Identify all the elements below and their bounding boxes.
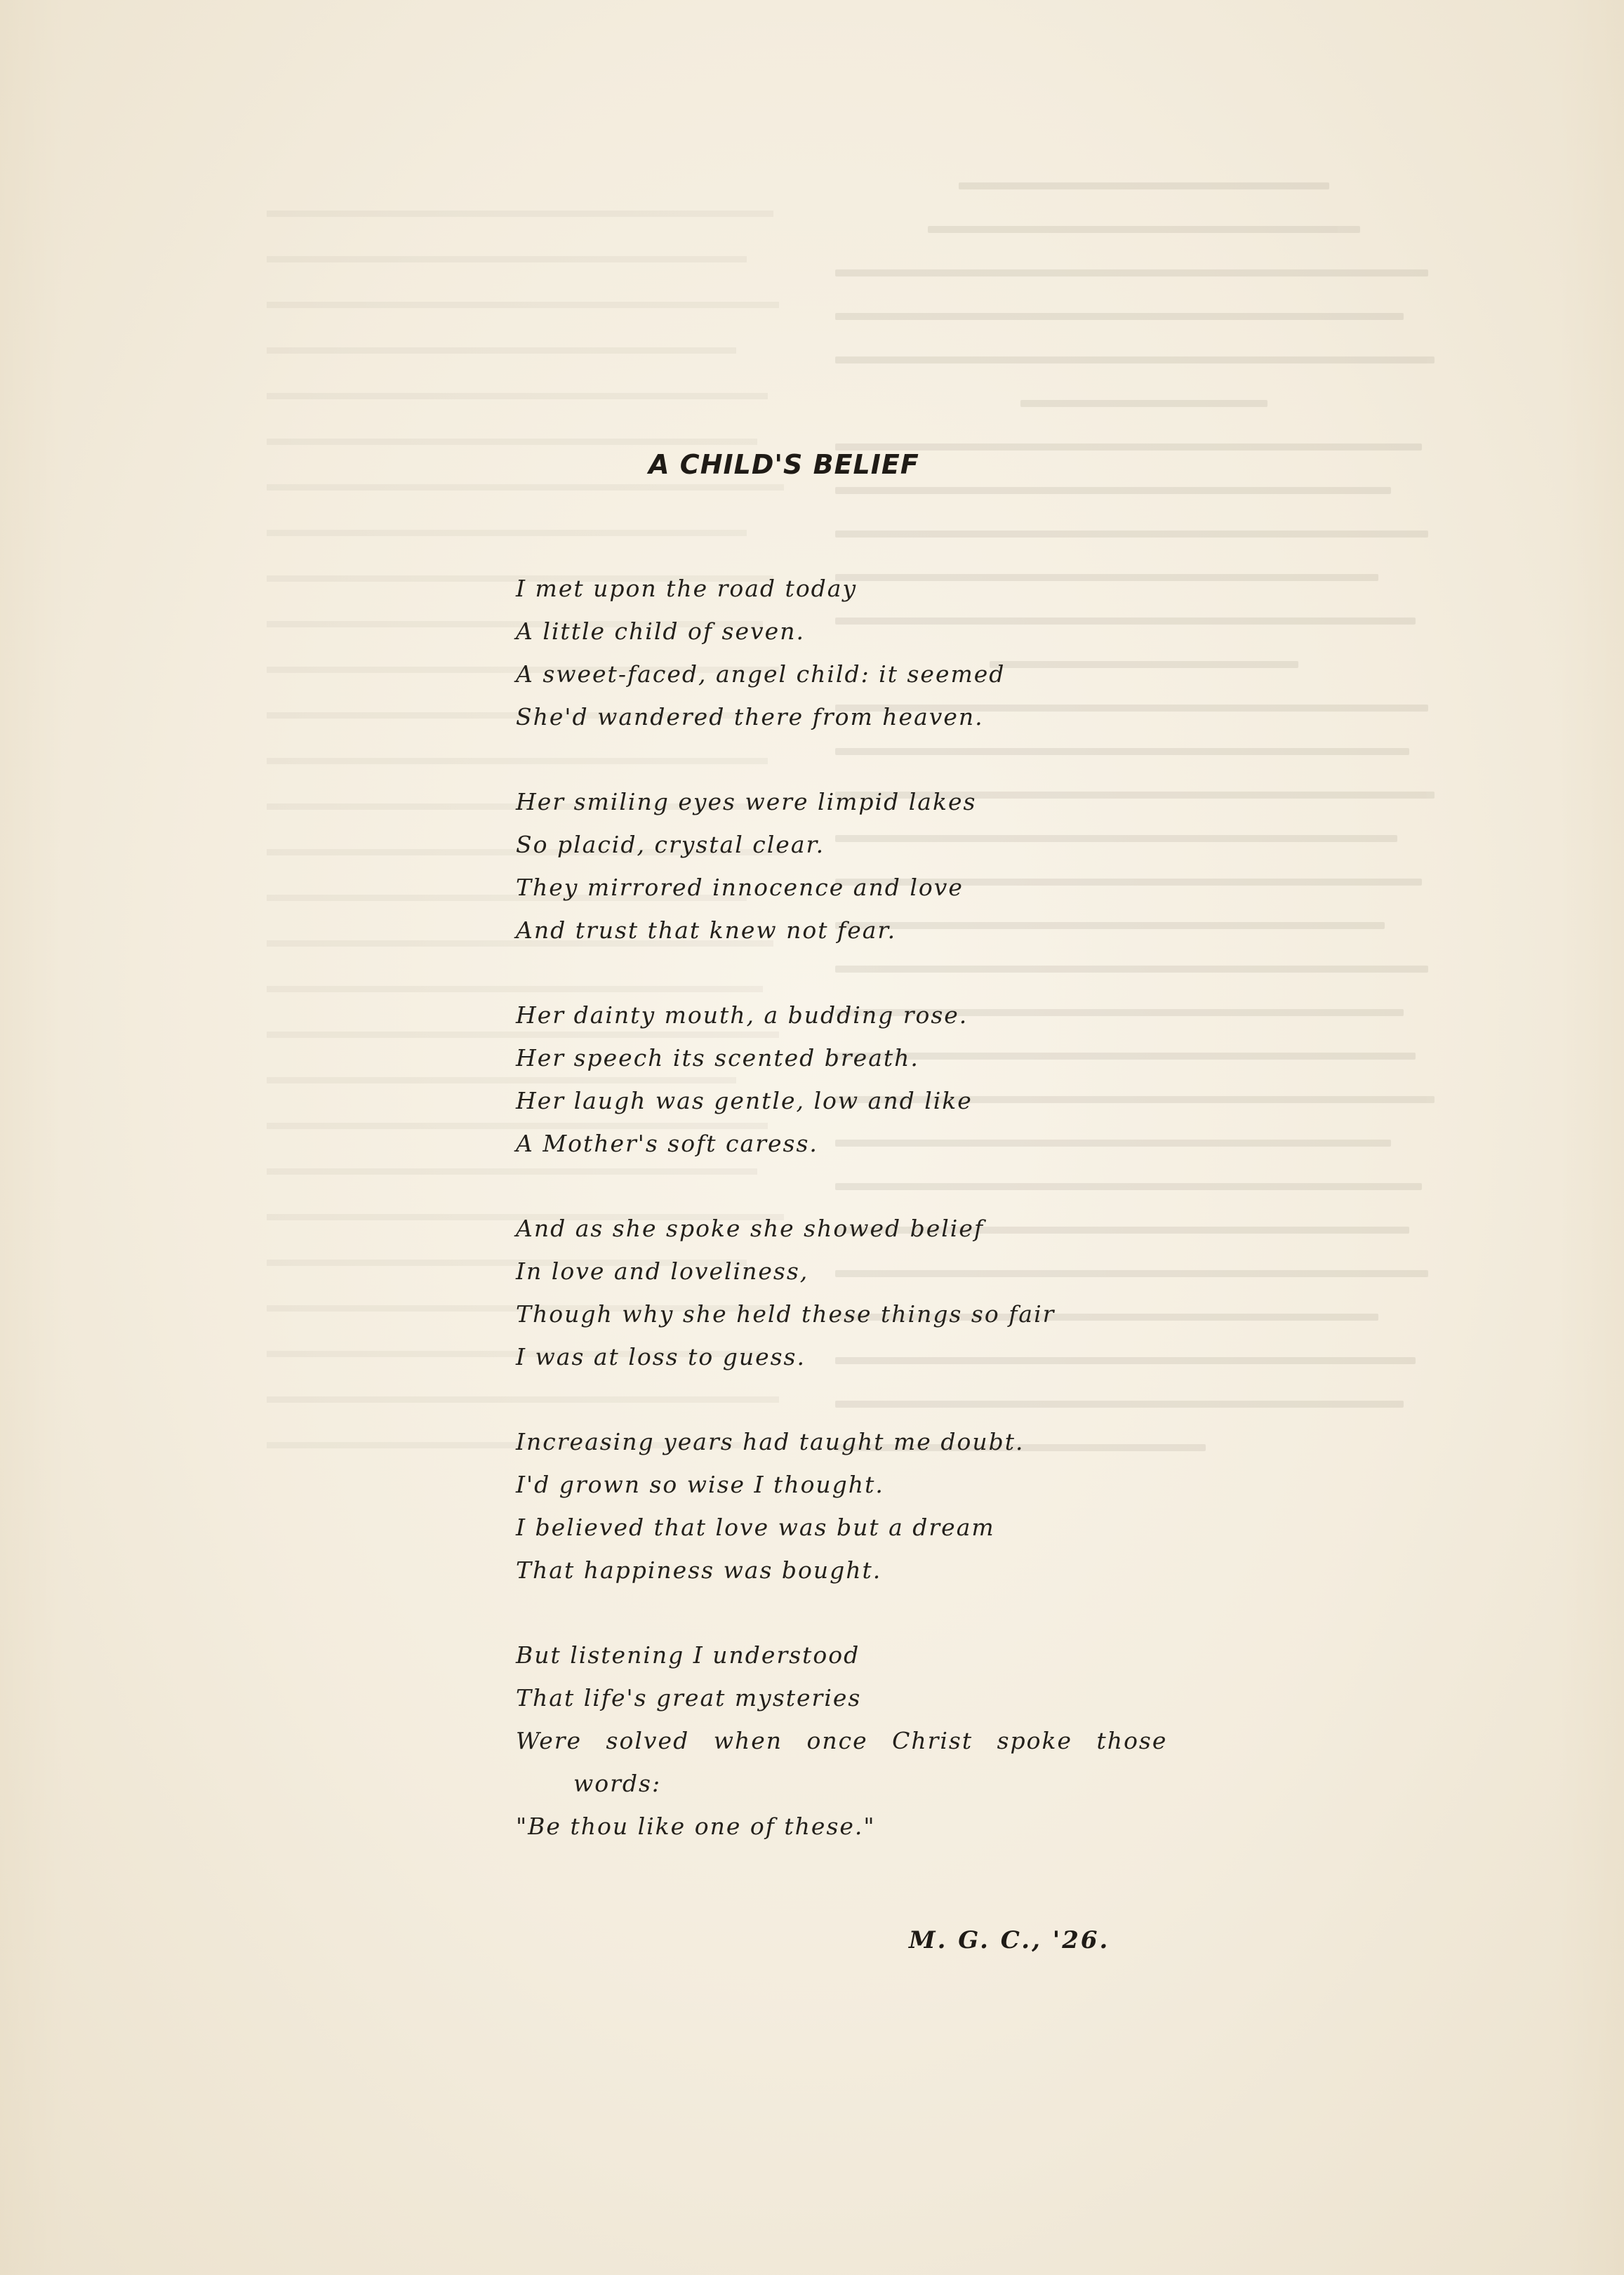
stanza-4	[516, 1207, 1218, 1378]
poem-line: But listening I understood	[516, 1641, 860, 1669]
poem-line: So placid, crystal clear.	[516, 831, 825, 858]
poem-line: I met upon the road today	[516, 575, 858, 602]
stanza-2	[516, 780, 1218, 952]
stanza-6	[516, 1634, 1218, 1848]
poem-line: In love and loveliness,	[516, 1257, 809, 1285]
poem-line: Increasing years had taught me doubt.	[516, 1428, 1025, 1455]
poem-line: Her smiling eyes were limpid lakes	[516, 788, 977, 815]
poem-line: A sweet-faced, angel child: it seemed	[516, 660, 1006, 688]
poem-title: A CHILD'S BELIEF	[648, 449, 919, 480]
poem-line: Her speech its scented breath.	[516, 1044, 919, 1072]
author-signature: M. G. C., '26.	[909, 1926, 1110, 1954]
poem-line: A little child of seven.	[516, 618, 805, 645]
poem-line: They mirrored innocence and love	[516, 874, 964, 901]
poem-line: A Mother's soft caress.	[516, 1130, 818, 1157]
poem-line: And trust that knew not fear.	[516, 916, 897, 944]
poem-line: "Be thou like one of these."	[516, 1813, 876, 1840]
stanza-3	[516, 994, 1218, 1165]
stanza-1	[516, 567, 1218, 738]
poem-line: I was at loss to guess.	[516, 1343, 806, 1370]
poem-body	[516, 567, 1218, 1890]
poem-line-continuation: words:	[573, 1770, 662, 1797]
poem-line: Her laugh was gentle, low and like	[516, 1087, 973, 1114]
poem-line: And as she spoke she showed belief	[516, 1215, 985, 1242]
poem-line: That life's great mysteries	[516, 1684, 862, 1712]
poem-line: I'd grown so wise I thought.	[516, 1471, 884, 1498]
poem-line: Were solved when once Christ spoke those	[516, 1727, 1168, 1754]
stanza-5	[516, 1420, 1218, 1592]
poem-line: I believed that love was but a dream	[516, 1514, 995, 1541]
poem-line: Though why she held these things so fair	[516, 1300, 1056, 1328]
poem-line: That happiness was bought.	[516, 1556, 882, 1584]
poem-line: Her dainty mouth, a budding rose.	[516, 1001, 969, 1029]
poem-line: She'd wandered there from heaven.	[516, 703, 984, 730]
